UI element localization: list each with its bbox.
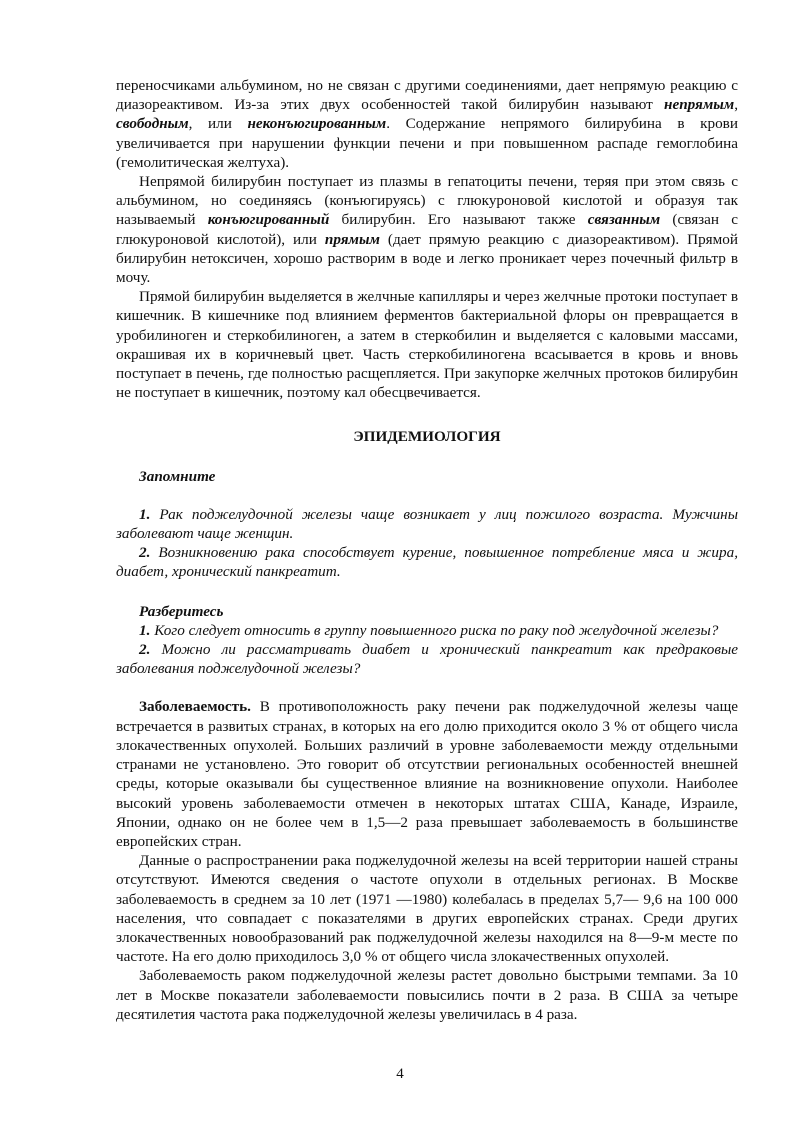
item-text: Можно ли рассматривать диабет и хронический панкреатит как предраковые заболевания поджелудочной железы? (116, 641, 738, 678)
term-bound: связанным (587, 211, 661, 229)
item-number: 2. (139, 641, 151, 659)
term-indirect: непрямым (664, 96, 735, 114)
figure-out-item (116, 640, 738, 678)
text: В противоположность раку печени рак поджелудочной железы чаще встречается в развитых странах, в которых на его долю приходится около 3 % от общего числа злокачественных опухолей. Больших различий в уровне заболеваемости между отдельными странами не установлено. Это говорит об отсутствии региональных особенностей внешней среды, которые оказывали бы существенное влияние на возникновение опухоли. Наиболее высокий уровень заболеваемости отмечен в некоторых штатах США, Канаде, Израиле, Японии, однако он не более чем в 1,5—2 раза превышает заболеваемость в большинстве европейских стран. (116, 698, 738, 850)
text: (дает прямую реакцию с диазореактивом). Прямой билирубин нетоксичен, хорошо растворим в воде и легко проникает через почечный фильтр в мочу. (116, 230, 738, 287)
term-free: свободным (116, 115, 189, 133)
remember-item (116, 505, 738, 543)
text: Непрямой билирубин поступает из плазмы в гепатоциты печени, теряя при этом связь с альбумином, но соединяясь (конъюгируясь) с глюкуроновой кислотой и образуя так называемый (116, 173, 738, 229)
text: (связан с глюкуроновой кислотой), или (116, 211, 738, 248)
paragraph-bilirubin-indirect (116, 76, 738, 172)
remember-title: Запомните (139, 467, 216, 485)
text: . Содержание непрямого билирубина в крови увеличивается при нарушении функции печени и при повышенном распаде гемоглобина (гемолитическая желтуха). (116, 115, 738, 171)
spacer (116, 678, 738, 697)
term-unconjugated: неконъюгированным (247, 115, 387, 133)
item-text: Рак поджелудочной железы чаще возникает у лиц пожилого возраста. Мужчины заболевают чаще женщин. (116, 505, 738, 543)
text: , (734, 96, 738, 114)
term-conjugated: конъюгированный (207, 211, 330, 229)
paragraph-incidence (116, 697, 738, 851)
item-number: 1. (139, 621, 151, 639)
spacer (116, 486, 738, 505)
item-text: Возникновению рака способствует курение, повышенное потребление мяса и жира, диабет, хронический панкреатит. (116, 544, 738, 581)
incidence-lead: Заболеваемость. (139, 698, 251, 716)
item-number: 2. (139, 544, 151, 562)
figure-out-title: Разберитесь (139, 602, 224, 620)
paragraph-regional-data: Данные о распространении рака поджелудочной железы на всей территории нашей страны отсутствуют. Имеются сведения о частоте опухоли в отдельных регионах. В Москве заболеваемость в среднем за 10 лет (1971 —1980) колебалась в пределах 5,7— 9,6 на 100 000 населения, что совпадает с показателями в других европейских странах. Среди других злокачественных новообразований рак поджелудочной железы находился на 8—9-м месте по частоте. На его долю приходилось 3,0 % от общего числа злокачественных опухолей. (116, 852, 738, 966)
text: , или (188, 115, 248, 133)
remember-item (116, 543, 738, 581)
text: переносчиками альбумином, но не связан с другими соединениями, дает непрямую реакцию с диазореактивом. Из-за этих двух особенностей такой билирубин называют (116, 77, 738, 114)
figure-out-item (116, 621, 738, 640)
item-number: 1. (139, 505, 151, 523)
page-number: 4 (396, 1066, 404, 1082)
paragraph-growth: Заболеваемость раком поджелудочной железы растет довольно быстрыми темпами. За 10 лет в Москве показатели заболеваемости повысились почти в 2 раза. В США за четыре десятилетия частота рака поджелудочной железы увеличилась в 4 раза. (116, 967, 738, 1023)
paragraph-bilirubin-conjugation (116, 172, 738, 287)
text: билирубин. Его называют также (329, 211, 588, 229)
section-heading: ЭПИДЕМИОЛОГИЯ (353, 428, 501, 446)
page-body (116, 76, 738, 1024)
paragraph-bilirubin-excretion: Прямой билирубин выделяется в желчные капилляры и через желчные протоки поступает в кишечник. В кишечнике под влиянием ферментов бактериальной флоры он превращается в уробилиноген и стеркобилиноген, а затем в стеркобилин и выделяется с каловыми массами, окрашивая их в коричневый цвет. Часть стеркобилиногена всасывается в кровь и вновь поступает в печень, где полностью расщепляется. При закупорке желчных протоков билирубин не поступает в кишечник, поэтому кал обесцвечивается. (116, 288, 738, 402)
term-direct: прямым (324, 230, 380, 248)
item-text: Кого следует относить в группу повышенного риска по раку под желудочной железы? (150, 621, 719, 639)
